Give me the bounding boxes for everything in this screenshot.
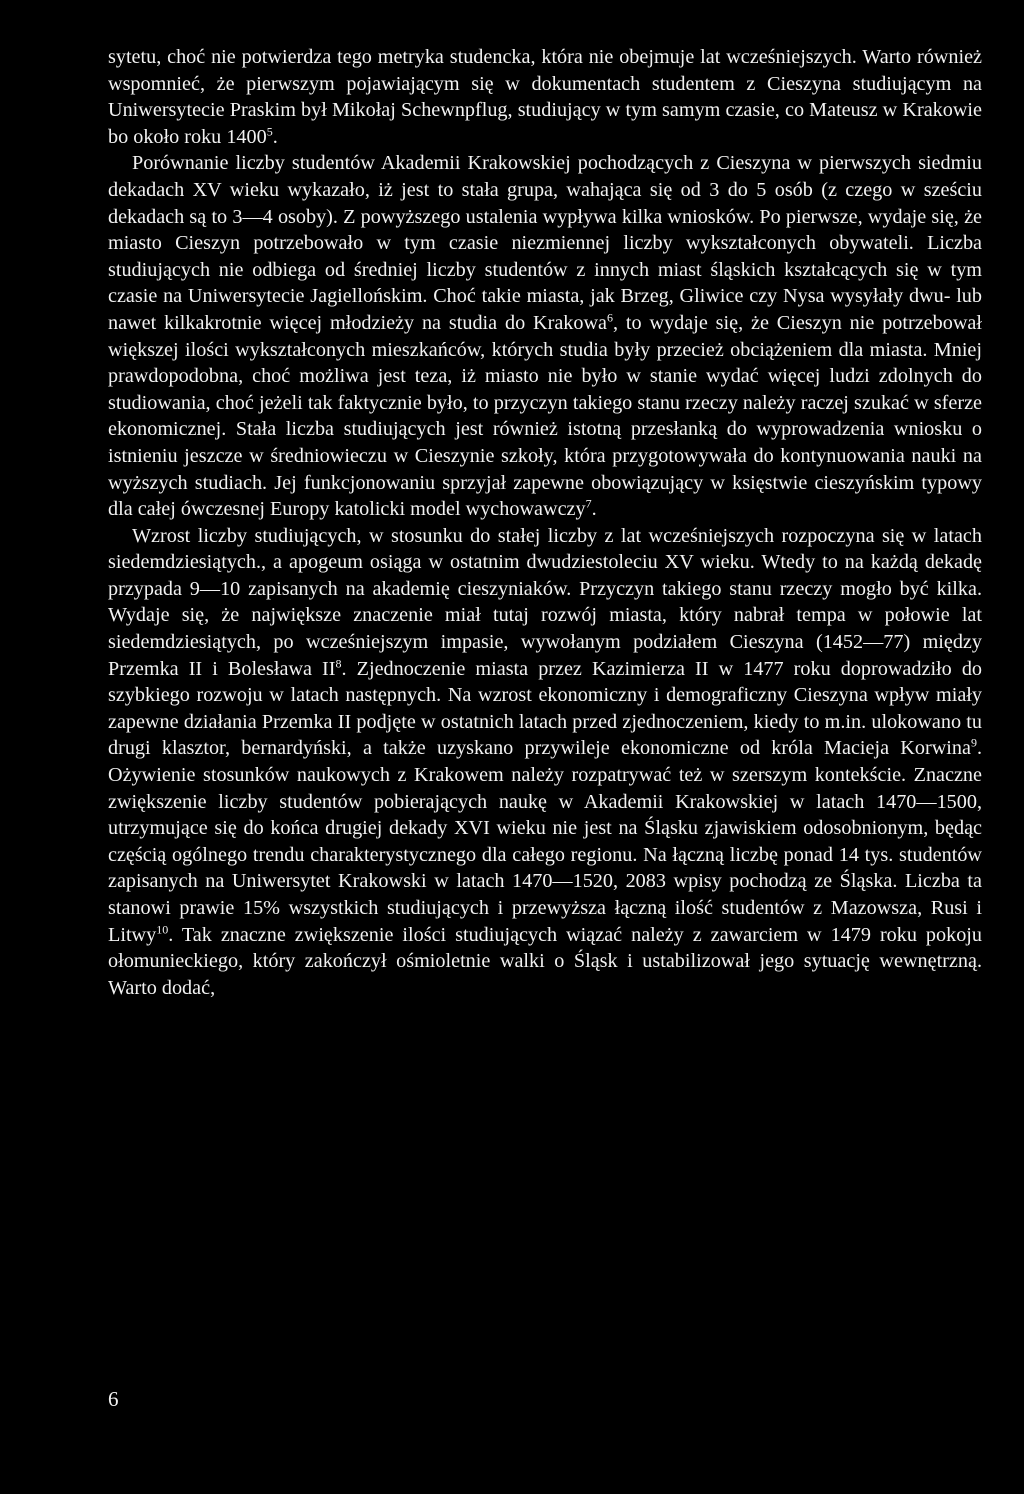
paragraph-1 — [108, 44, 982, 150]
footnote-reference: 5 — [266, 124, 273, 139]
footnote-reference: 8 — [335, 655, 342, 670]
paragraph-text: Wzrost liczby studiujących, w stosunku do stałej liczby z lat wcześniejszych rozpoczyna się w latach siedemdziesiątych., a apogeum osiąga w ostatnim dwudziestoleciu XV wieku. Wtedy to na każdą dekadę przypada 9—10 zapisanych na akademię cieszyniaków. Przyczyn takiego stanu rzeczy mogło być kilka. Wydaje się, że największe znaczenie miał tutaj rozwój miasta, który nabrał tempa w połowie lat siedemdziesiątych, po wcześniejszym impasie, wywołanym podziałem Cieszyna (1452—77) między Przemka II i Bolesława II — [108, 524, 982, 680]
paragraph-text: . — [272, 125, 278, 148]
paragraph-text: . Tak znaczne zwiększenie ilości studiujących wiązać należy z zawarciem w 1479 roku pokoju ołomunieckiego, który zakończył ośmioletnie walki o Śląsk i ustabilizował jego sytuację wewnętrzną. Warto dodać, — [108, 923, 982, 999]
paragraph-text: sytetu, choć nie potwierdza tego metryka studencka, która nie obejmuje lat wcześniejszych. Warto również wspomnieć, że pierwszym pojawiającym się w dokumentach studentem z Cieszyna studiującym na Uniwersytecie Praskim był Mikołaj Schewnpflug, studiujący w tym samym czasie, co Mateusz w Krakowie bo około roku 1400 — [108, 46, 982, 148]
paragraph-text: . Ożywienie stosunków naukowych z Krakowem należy rozpatrywać też w szerszym kontekście. Znaczne zwiększenie liczby studentów pobierających naukę w Akademii Krakowskiej w latach 1470—1500, utrzymujące się do końca drugiej dekady XVI wieku nie jest na Śląsku zjawiskiem odosobnionym, będąc częścią ogólnego trendu charakterystycznego dla całego regionu. Na łączną liczbę ponad 14 tys. studentów zapisanych na Uniwersytet Krakowski w latach 1470—1520, 2083 wpisy pochodzą ze Śląska. Liczba ta stanowi prawie 15% wszystkich studiujących i przewyższa łączną ilość studentów z Mazowsza, Rusi i Litwy — [108, 737, 982, 946]
paragraph-text: , to wydaje się, że Cieszyn nie potrzebował większej ilości wykształconych mieszkańców, których studia były przecież obciążeniem dla miasta. Mniej prawdopodobna, choć możliwa jest teza, iż miasto nie było w stanie wydać więcej ludzi zdolnych do studiowania, choć jeżeli tak faktycznie było, to przyczyn takiego stanu rzeczy należy raczej szukać w sferze ekonomicznej. Stała liczba studiujących jest również istotną przesłanką do wyprowadzenia wniosku o istnieniu jeszcze w średniowieczu w Cieszynie szkoły, która przygotowywała do kontynuowania nauki na wyższych studiach. Jej funkcjonowaniu sprzyjał zapewne obowiązujący w księstwie cieszyńskim typowy dla całej ówczesnej Europy katolicki model wychowawczy — [108, 311, 982, 521]
document-page — [108, 44, 982, 1001]
paragraph-text: Porównanie liczby studentów Akademii Krakowskiej pochodzących z Cieszyna w pierwszych siedmiu dekadach XV wieku wykazało, iż jest to stała grupa, wahająca się od 3 do 5 osób (z czego w sześciu dekadach są to 3—4 osoby). Z powyższego ustalenia wypływa kilka wniosków. Po pierwsze, wydaje się, że miasto Cieszyn potrzebowało w tym czasie niezmiennej liczby wykształconych obywateli. Liczba studiujących nie odbiega od średniej liczby studentów z innych miast śląskich kształcących się w tym czasie na Uniwersytecie Jagiellońskim. Choć takie miasta, jak Brzeg, Gliwice czy Nysa wysyłały dwu- lub nawet kilkakrotnie więcej młodzieży na studia do Krakowa — [108, 152, 982, 334]
paragraph-2 — [108, 150, 982, 522]
footnote-reference: 9 — [970, 735, 977, 750]
paragraph-text: . — [591, 498, 597, 521]
page-number: 6 — [108, 1387, 119, 1411]
footnote-reference: 7 — [585, 496, 592, 511]
footnote-reference: 6 — [607, 310, 614, 325]
paragraph-text: . Zjednoczenie miasta przez Kazimierza II w 1477 roku doprowadziło do szybkiego rozwoju w latach następnych. Na wzrost ekonomiczny i demograficzny Cieszyna wpływ miały zapewne działania Przemka II podjęte w ostatnich latach przed zjednoczeniem, kiedy to m.in. ulokowano tu drugi klasztor, bernardyński, a także uzyskano przywileje ekonomiczne od króla Macieja Korwina — [108, 657, 983, 760]
footnote-reference: 10 — [156, 921, 169, 936]
paragraph-3 — [108, 523, 982, 1002]
